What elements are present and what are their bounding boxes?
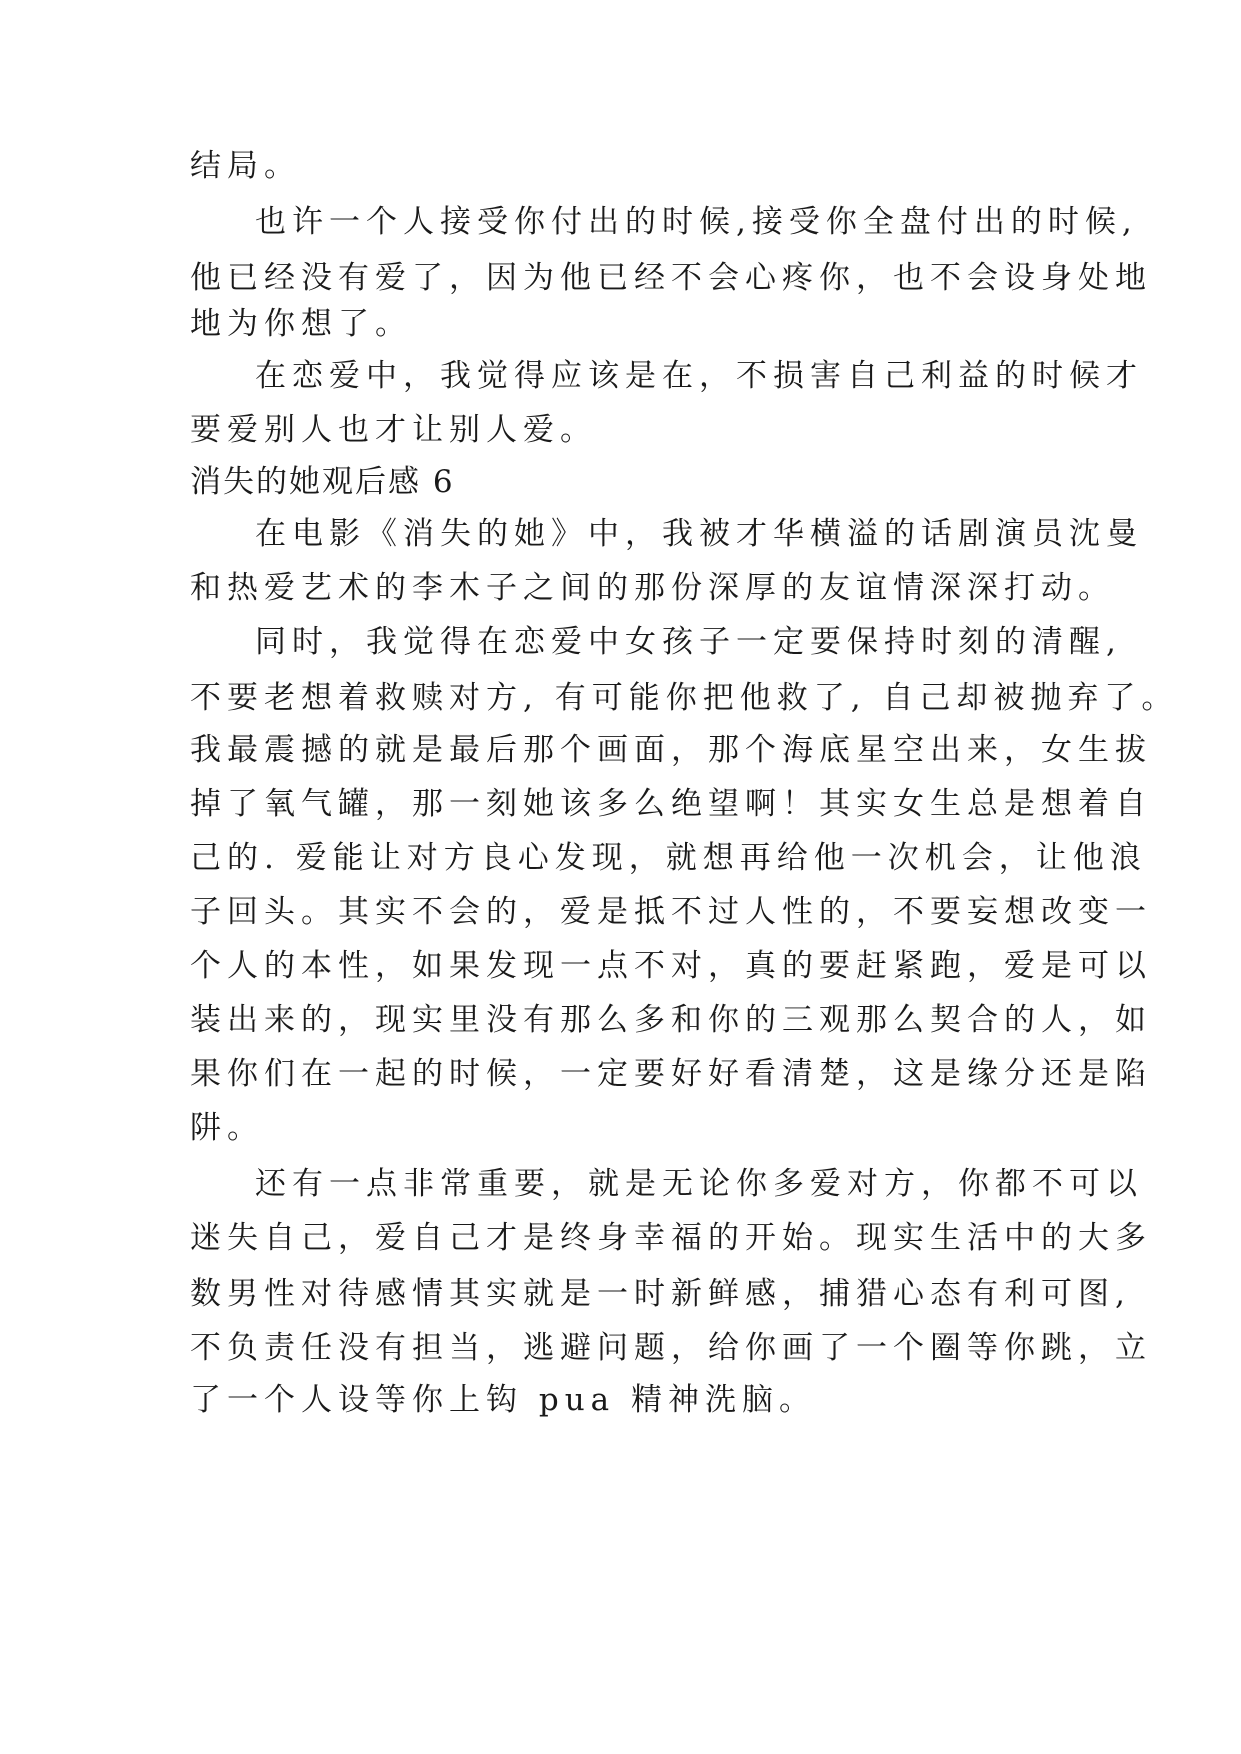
paragraph-line: 同时，我觉得在恋爱中女孩子一定要保持时刻的清醒, [255,624,1122,660]
paragraph-line: 子回头。其实不会的，爱是抵不过人性的，不要妄想改变一 [190,894,1152,930]
paragraph-line: 掉了氧气罐，那一刻她该多么绝望啊！其实女生总是想着自 [190,786,1152,822]
paragraph-line: 装出来的，现实里没有那么多和你的三观那么契合的人，如 [190,1002,1152,1038]
paragraph-line: 己的. 爱能让对方良心发现，就想再给他一次机会，让他浪 [190,840,1147,876]
paragraph-line: 在恋爱中，我觉得应该是在，不损害自己利益的时候才 [255,358,1143,394]
paragraph-line: 还有一点非常重要，就是无论你多爱对方，你都不可以 [255,1166,1143,1202]
paragraph-line: 了一个人设等你上钩 pua 精神洗脑。 [190,1382,816,1418]
paragraph-line: 也许一个人接受你付出的时候,接受你全盘付出的时候, [255,204,1138,240]
section-heading: 消失的她观后感 6 [190,464,455,500]
paragraph-line: 不负责任没有担当，逃避问题，给你画了一个圈等你跳，立 [190,1330,1152,1366]
paragraph-line: 地为你想了。 [190,306,412,342]
paragraph-line: 阱。 [190,1110,264,1146]
paragraph-line: 他已经没有爱了，因为他已经不会心疼你，也不会设身处地 [190,260,1152,296]
paragraph-line: 我最震撼的就是最后那个画面，那个海底星空出来，女生拔 [190,732,1152,768]
paragraph-line: 在电影《消失的她》中，我被才华横溢的话剧演员沈曼 [255,516,1143,552]
paragraph-line: 结局。 [190,148,301,184]
paragraph-line: 要爱别人也才让别人爱。 [190,412,597,448]
paragraph-line: 不要老想着救赎对方, 有可能你把他救了, 自己却被抛弃了。 [190,680,1179,716]
paragraph-line: 迷失自己，爱自己才是终身幸福的开始。现实生活中的大多 [190,1220,1152,1256]
paragraph-line: 和热爱艺术的李木子之间的那份深厚的友谊情深深打动。 [190,570,1115,606]
paragraph-line: 数男性对待感情其实就是一时新鲜感，捕猎心态有利可图, [190,1276,1131,1312]
paragraph-line: 个人的本性，如果发现一点不对，真的要赶紧跑，爱是可以 [190,948,1152,984]
paragraph-line: 果你们在一起的时候，一定要好好看清楚，这是缘分还是陷 [190,1056,1152,1092]
